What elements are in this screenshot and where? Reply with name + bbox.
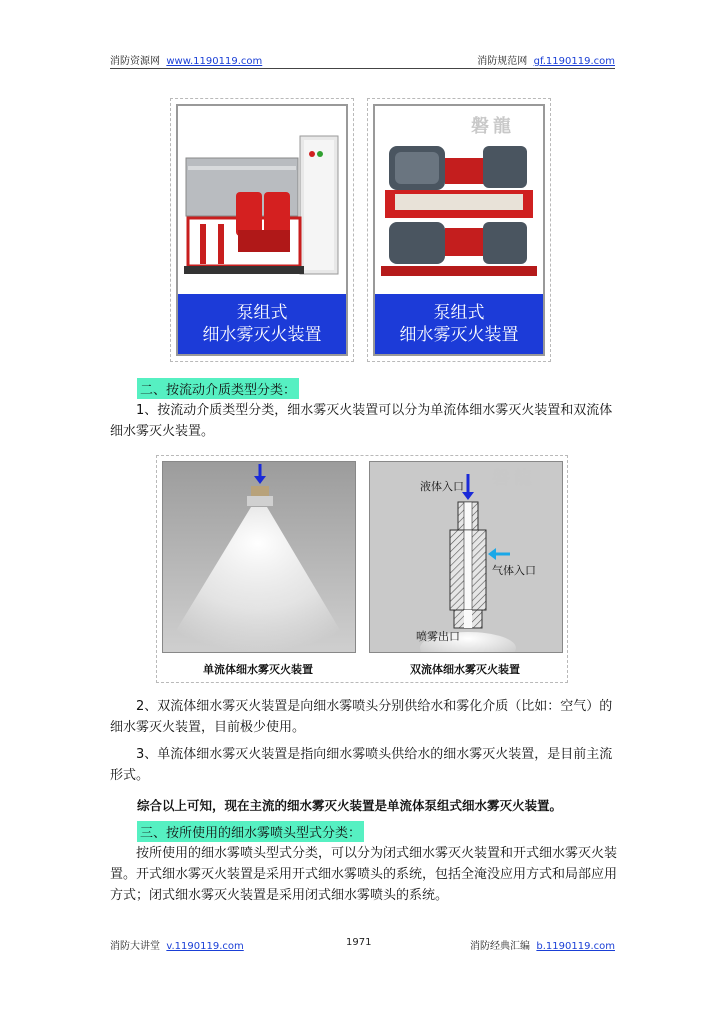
diagram-frame	[156, 455, 568, 683]
watermark-logo-diagram: 磐龍	[492, 468, 536, 489]
banner-line2: 细水雾灭火装置	[202, 325, 322, 345]
pump-unit-photo-1	[176, 104, 348, 356]
photo-frame-2	[367, 98, 551, 362]
banner-line1: 泵组式	[236, 303, 288, 323]
header-left	[110, 52, 262, 67]
header-right	[477, 52, 615, 67]
header-spec-name: 消防规范网	[477, 56, 528, 67]
header-left-link[interactable]: www.1190119.com	[166, 56, 263, 67]
spray-outlet-label: 喷雾出口	[416, 630, 460, 643]
section-heading-2: 二、按流动介质类型分类：	[137, 378, 299, 399]
single-fluid-caption: 单流体细水雾灭火装置	[203, 663, 313, 676]
photo-frame-1	[170, 98, 354, 362]
banner-line2: 细水雾灭火装置	[399, 325, 519, 345]
footer-left	[110, 937, 244, 952]
banner-line1: 泵组式	[433, 303, 485, 323]
twin-fluid-diagram	[369, 461, 563, 653]
pump-unit-photo-2	[373, 104, 545, 356]
header-site-name: 消防资源网	[110, 56, 160, 67]
paragraph-2: 2、双流体细水雾灭火装置是向细水雾喷头分别供给水和雾化介质（比如：空气）的细水雾灭火装置，目前极少使用。	[110, 699, 613, 735]
photo-banner-2	[375, 294, 543, 354]
footer-left-link[interactable]: v.1190119.com	[166, 941, 244, 952]
paragraph-3: 3、单流体细水雾灭火装置是指向细水雾喷头供给水的细水雾灭火装置，是目前主流形式。	[110, 747, 613, 783]
gas-inlet-label: 气体入口	[492, 564, 536, 577]
liquid-inlet-label: 液体入口	[420, 480, 464, 493]
watermark-logo-photo: 磐龍	[471, 116, 515, 137]
page-footer	[110, 937, 615, 953]
section2-paragraph-1: 1、按流动介质类型分类，细水雾灭火装置可以分为单流体细水雾灭火装置和双流体细水雾灭火装置。	[110, 403, 613, 439]
single-fluid-diagram	[162, 461, 356, 653]
single-fluid-nozzle-illustration	[163, 462, 355, 652]
section-heading-3: 三、按所使用的细水雾喷头型式分类：	[137, 821, 364, 842]
section3-paragraph-1: 按所使用的细水雾喷头型式分类，可以分为闭式细水雾灭火装置和开式细水雾灭火装置。开式细水雾灭火装置是采用开式细水雾喷头的系统，包括全淹没应用方式和局部应用方式；闭式细水雾灭火装置是采用闭式细水雾喷头的系统。	[110, 846, 618, 903]
page-number: 1971	[346, 937, 372, 948]
footer-collection-name: 消防经典汇编	[470, 941, 531, 952]
footer-right	[470, 937, 615, 952]
header-right-link[interactable]: gf.1190119.com	[533, 56, 615, 67]
pump-skid-illustration-2	[375, 106, 543, 296]
footer-lecture-name: 消防大讲堂	[110, 941, 160, 952]
photo-banner-1	[178, 294, 346, 354]
twin-fluid-caption: 双流体细水雾灭火装置	[410, 663, 520, 676]
footer-right-link[interactable]: b.1190119.com	[536, 941, 615, 952]
page-header	[110, 52, 615, 69]
pump-skid-illustration-1	[178, 106, 346, 296]
conclusion-paragraph: 综合以上可知，现在主流的细水雾灭火装置是单流体泵组式细水雾灭火装置。	[137, 798, 563, 813]
twin-fluid-nozzle-illustration	[370, 462, 562, 652]
